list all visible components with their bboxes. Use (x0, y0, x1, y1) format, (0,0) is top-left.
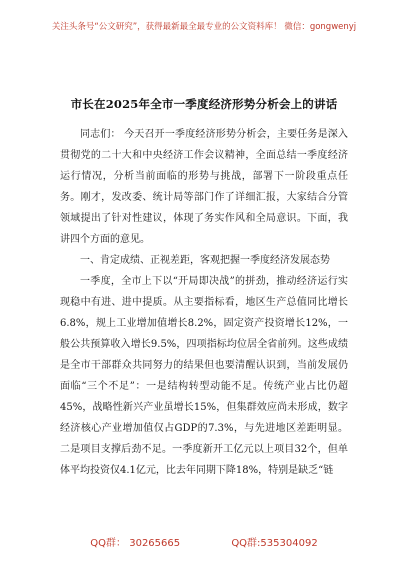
qq-group-label-2: QQ群:535304092 (231, 538, 318, 549)
qq-group-label-1: QQ群： 30265665 (90, 538, 181, 549)
header-note: 关注头条号“公文研究”，获得最新最全最专业的公文资料库！ 微信：gongwenyj (51, 22, 357, 32)
footer (0, 534, 408, 549)
paragraph-section-1: 一季度，全市上下以“开局即决战”的拼劲，推动经济运行实现稳中有进、进中提质。从主要指标看，地区生产总值同比增长6.8%，规上工业增加值增长8.2%，固定资产投资增长12%，一般公共预算收入增长9.5%，四项指标均位居全省前列。这些成绩是全市干部群众共同努力的结果但也要清醒认识到，当前发展仍面临“三个不足”：一是结构转型动能不足。传统产业占比仍超45%，战略性新兴产业虽增长15%，但集群效应尚未形成，数字经济核心产业增加值仅占GDP的7.3%，与先进地区差距明显。二是项目支撑后劲不足。一季度新开工亿元以上项目32个，但单体平均投资仅4.1亿元，比去年同期下降18%，特别是缺乏“链 (60, 276, 348, 476)
section-heading-1: 一、肯定成绩、正视差距，客观把握一季度经济发展态势 (80, 255, 330, 266)
paragraph-opening: 同志们： 今天召开一季度经济形势分析会，主要任务是深入贯彻党的二十大和中央经济工作会议精神，全面总结一季度经济运行情况，分析当前面临的形势与挑战，部署下一阶段重点任务。刚才，发改委、统计局等部门作了详细汇报，大家结合分管领域提出了针对性建议，体现了务实作风和全局意识。下面，我讲四个方面的意见。 (60, 129, 348, 245)
document-title: 市长在2025年全市一季度经济形势分析会上的讲话 (70, 97, 338, 111)
document-body (60, 124, 348, 481)
